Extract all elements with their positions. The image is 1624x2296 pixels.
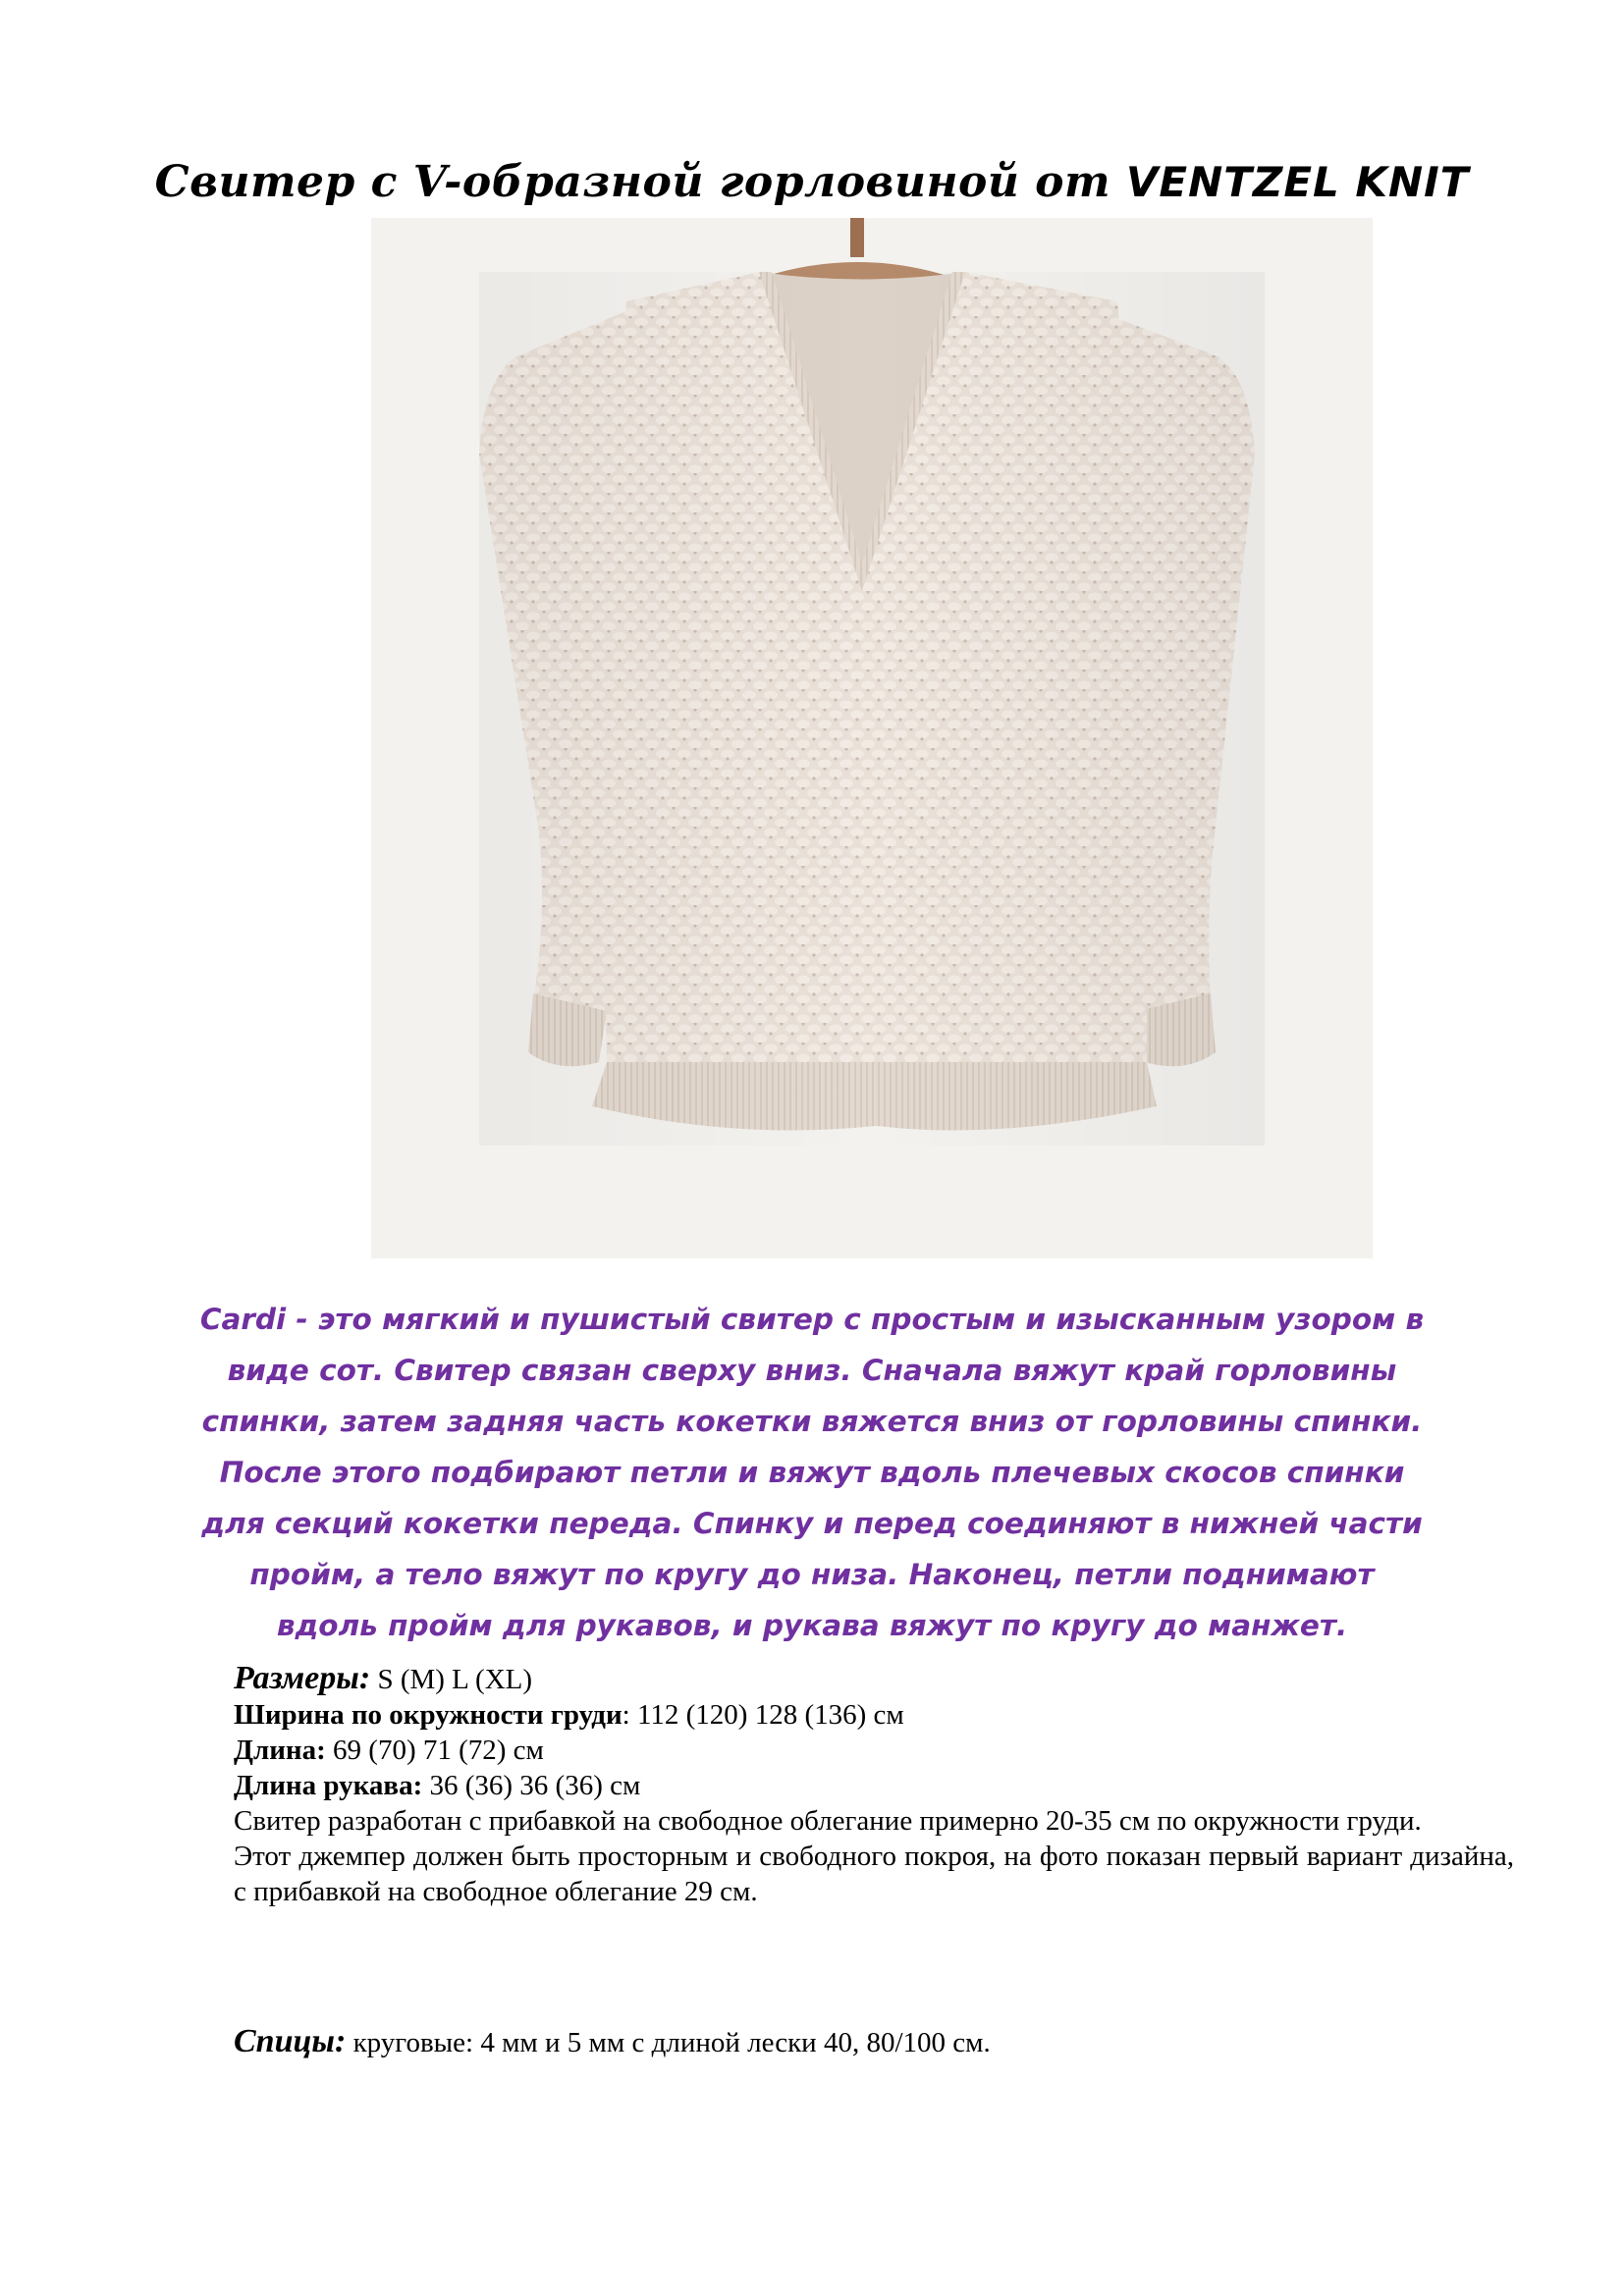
chest-line (234, 1697, 1514, 1733)
needles-line (234, 2024, 1514, 2060)
sleeve-label: Длина рукава: (234, 1770, 423, 1801)
sweater-photo (371, 218, 1373, 1258)
length-label: Длина: (234, 1735, 326, 1766)
ease-note: Свитер разработан с прибавкой на свободное облегание примерно 20-35 см по окружности груди. (234, 1805, 1422, 1837)
sizes-line (234, 1661, 1514, 1697)
sizes-value: S (M) L (XL) (370, 1664, 533, 1695)
title-main: Свитер с V-образной горловиной от (154, 157, 1126, 207)
length-line (234, 1733, 1514, 1768)
title-brand: VENTZEL KNIT (1125, 158, 1470, 206)
intro-paragraph: Cardi - это мягкий и пушистый свитер с простым и изысканным узором в виде сот. Свитер связан сверху вниз. Сначала вяжут край горловины спинки, затем задняя часть кокетки вяжется вниз от горловины спинки. После этого подбирают петли и вяжут вдоль плечевых скосов спинки для секций кокетки переда. Спинку и перед соединяют в нижней части пройм, а тело вяжут по кругу до низа. Наконец, петли поднимают вдоль пройм для рукавов, и рукава вяжут по кругу до манжет. (199, 1303, 1425, 1642)
specs-block (234, 1661, 1514, 1909)
needles-label: Спицы: (234, 2023, 347, 2059)
sleeve-value: 36 (36) 36 (36) см (422, 1770, 641, 1801)
fit-note: Этот джемпер должен быть просторным и свободного покроя, на фото показан первый вариант дизайна, с прибавкой на свободное облегание 29 см. (234, 1841, 1514, 1907)
page-title (0, 157, 1624, 207)
needles-value: круговые: 4 мм и 5 мм с длиной лески 40, 80/100 см. (346, 2027, 991, 2058)
sleeve-line (234, 1768, 1514, 1803)
chest-value: : 112 (120) 128 (136) см (622, 1699, 904, 1731)
sizes-label: Размеры: (234, 1660, 371, 1696)
length-value: 69 (70) 71 (72) см (325, 1735, 544, 1766)
chest-label: Ширина по окружности груди (234, 1699, 623, 1731)
